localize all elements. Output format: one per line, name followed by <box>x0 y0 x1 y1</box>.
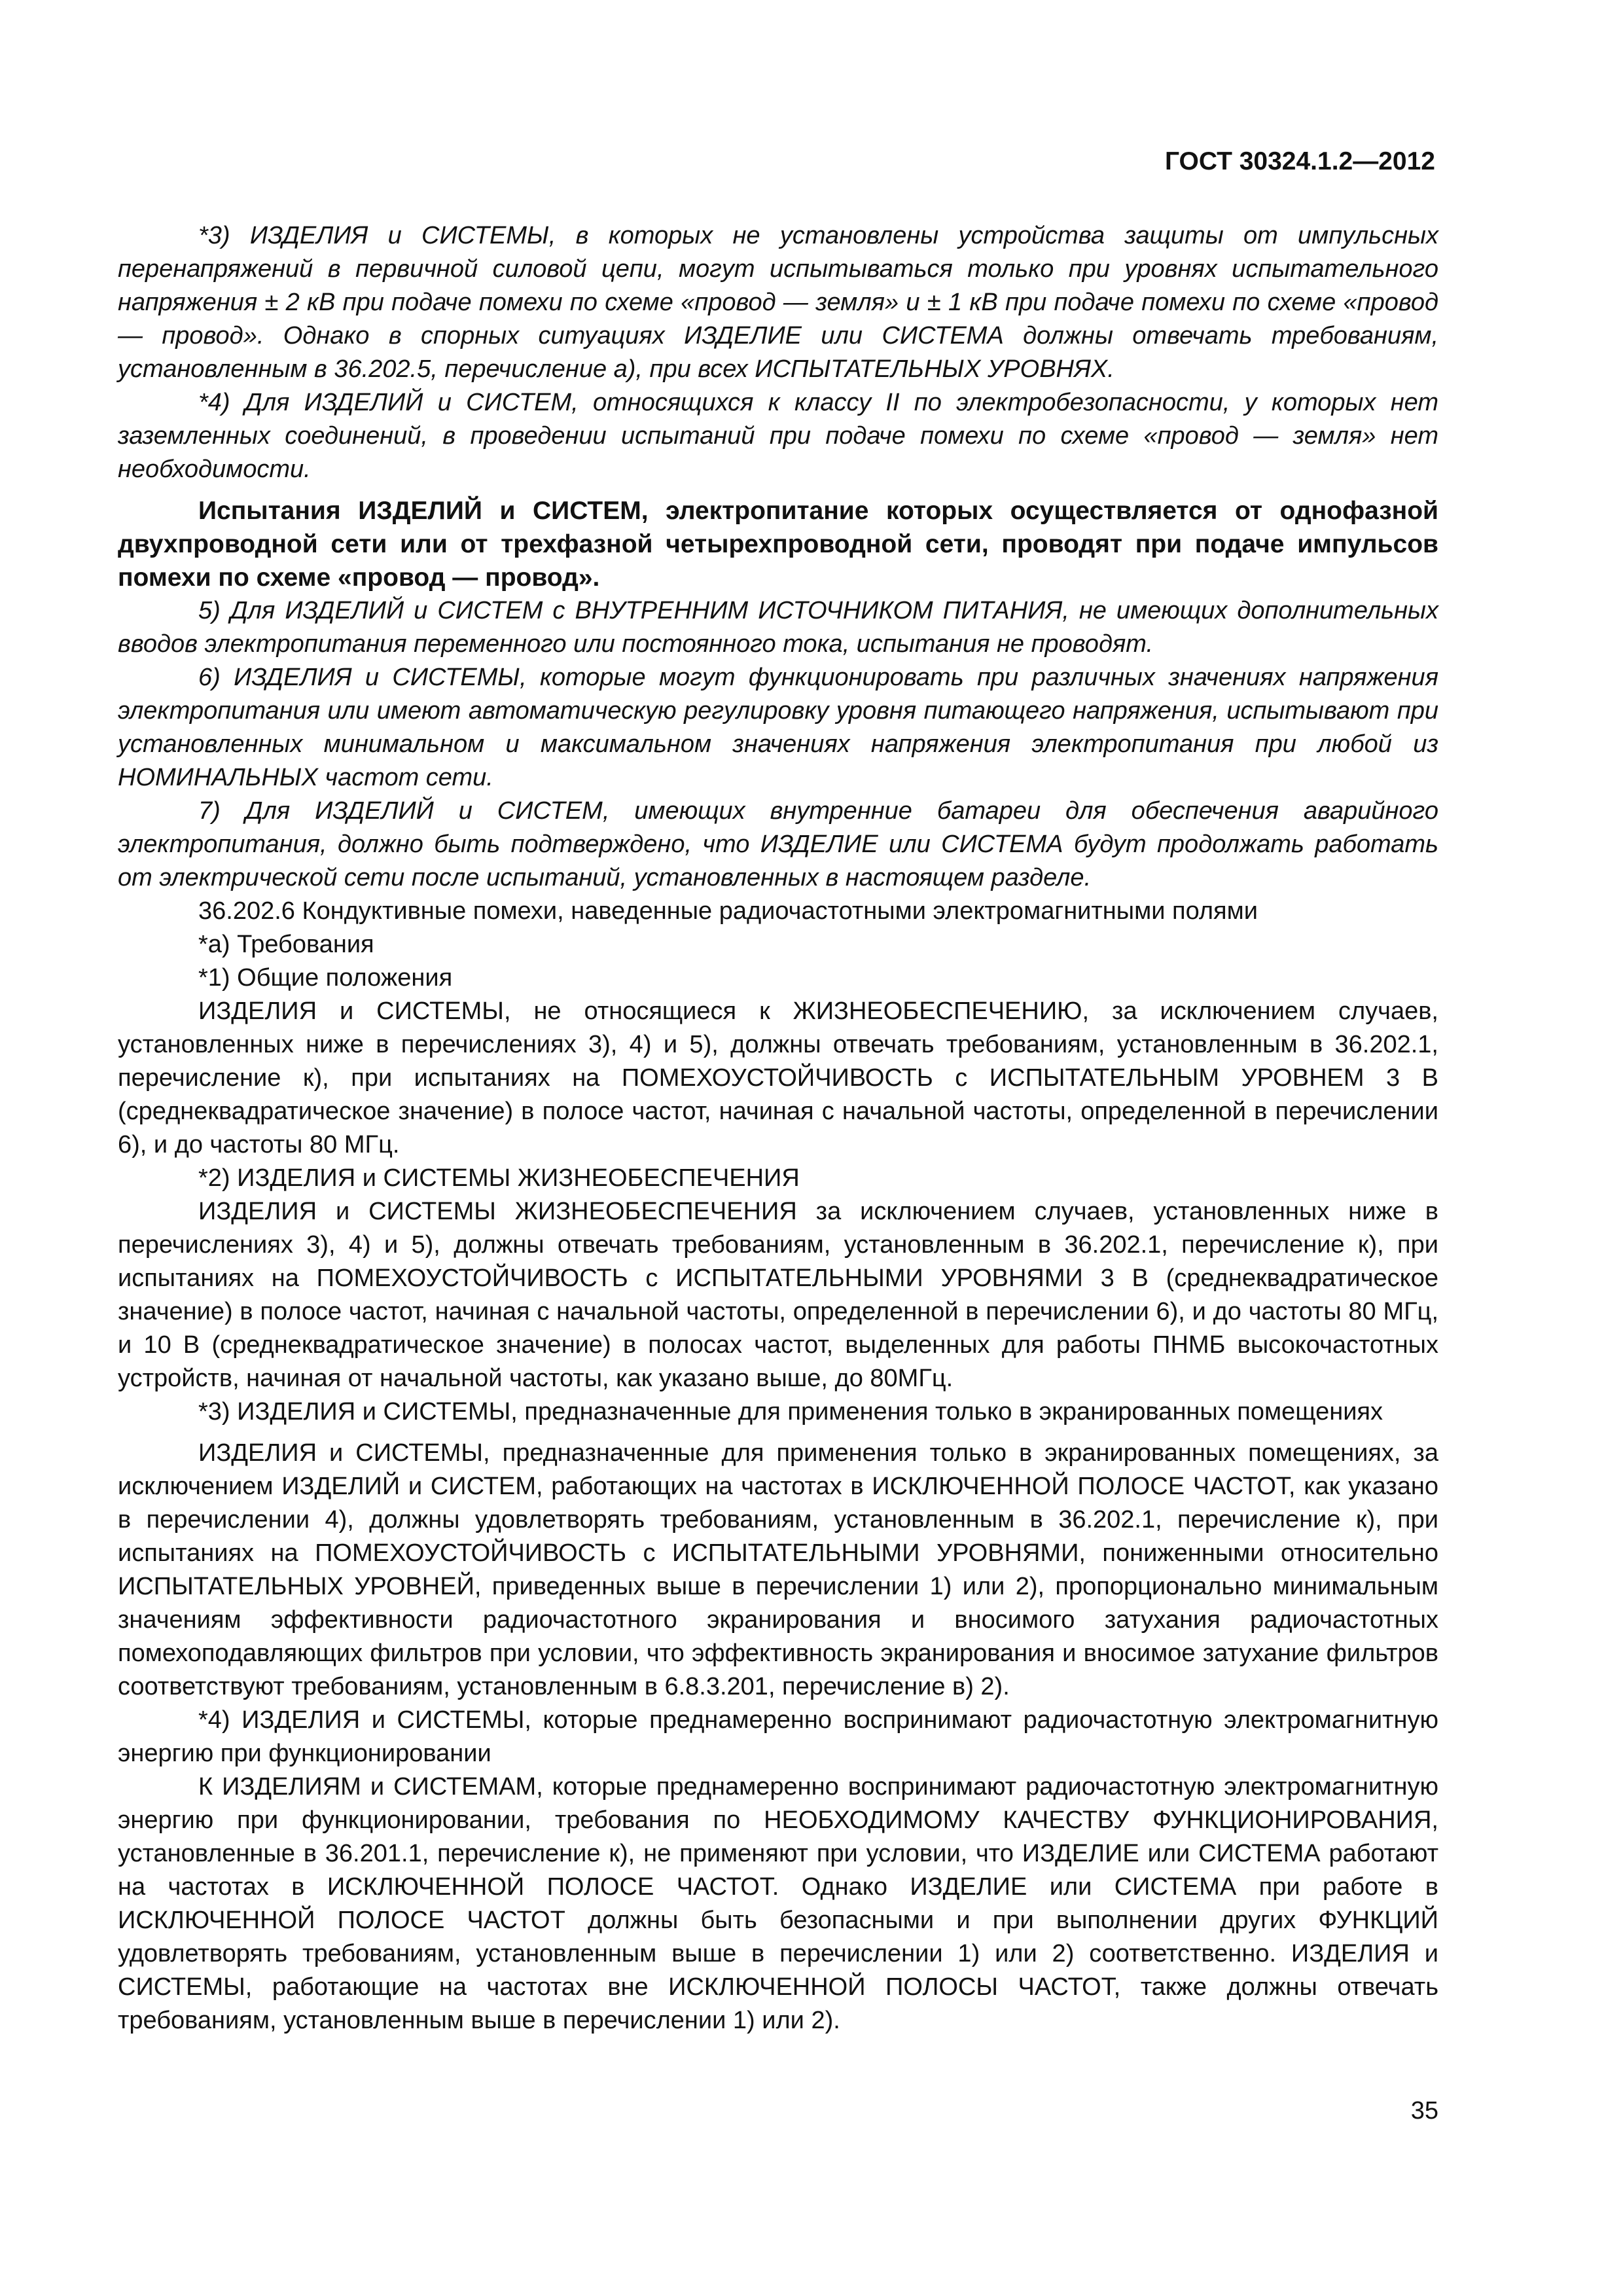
paragraph: ИЗДЕЛИЯ и СИСТЕМЫ ЖИЗНЕОБЕСПЕЧЕНИЯ за исключением случаев, установленных ниже в перечислениях 3), 4) и 5), должны отвечать требованиям, установленным в 36.202.1, перечисление к), при испытаниях на ПОМЕХОУСТОЙЧИВОСТЬ с ИСПЫТАТЕЛЬНЫМИ УРОВНЯМИ 3 В (среднеквадратическое значение) в полосе частот, начиная с начальной частоты, определенной в перечислении 6), и до частоты 80 МГц, и 10 В (среднеквадратическое значение) в полосах частот, выделенных для работы ПНМБ высокочастотных устройств, начиная от начальной частоты, как указано выше, до 80МГц. <box>118 1198 1438 1392</box>
paragraph: К ИЗДЕЛИЯМ и СИСТЕМАМ, которые преднамеренно воспринимают радиочастотную электромагнитную энергию при функционировании, требования по НЕОБХОДИМОМУ КАЧЕСТВУ ФУНКЦИОНИРОВАНИЯ, установленные в 36.201.1, перечисление к), не применяют при условии, что ИЗДЕЛИЕ или СИСТЕМА работают на частотах в ИСКЛЮЧЕННОЙ ПОЛОСЕ ЧАСТОТ. Однако ИЗДЕЛИЕ или СИСТЕМА при работе в ИСКЛЮЧЕННОЙ ПОЛОСЕ ЧАСТОТ должны быть безопасными и при выполнении других ФУНКЦИЙ удовлетворять требованиям, установленным выше в перечислении 1) или 2) соответственно. ИЗДЕЛИЯ и СИСТЕМЫ, работающие на частотах вне ИСКЛЮЧЕННОЙ ПОЛОСЫ ЧАСТОТ, также должны отвечать требованиям, установленным выше в перечислении 1) или 2). <box>118 1773 1438 2034</box>
paragraph: ИЗДЕЛИЯ и СИСТЕМЫ, не относящиеся к ЖИЗНЕОБЕСПЕЧЕНИЮ, за исключением случаев, установленных ниже в перечислениях 3), 4) и 5), должны отвечать требованиям, установленным в 36.202.1, перечисление к), при испытаниях на ПОМЕХОУСТОЙЧИВОСТЬ с ИСПЫТАТЕЛЬНЫМ УРОВНЕМ 3 В (среднеквадратическое значение) в полосе частот, начиная с начальной частоты, определенной в перечислении 6), и до частоты 80 МГц. <box>118 997 1438 1158</box>
page-number: 35 <box>1410 2097 1438 2125</box>
standard-header: ГОСТ 30324.1.2—2012 <box>1164 147 1435 175</box>
paragraph: 7) Для ИЗДЕЛИЙ и СИСТЕМ, имеющих внутренние батареи для обеспечения аварийного электропитания, должно быть подтверждено, что ИЗДЕЛИЕ или СИСТЕМА будут продолжать работать от электрической сети после испытаний, установленных в настоящем разделе. <box>118 797 1438 891</box>
subheading: *а) Требования <box>198 931 374 958</box>
paragraph: 5) Для ИЗДЕЛИЙ и СИСТЕМ с ВНУТРЕННИМ ИСТОЧНИКОМ ПИТАНИЯ, не имеющих дополнительных вводов электропитания переменного или постоянного тока, испытания не проводят. <box>118 597 1438 658</box>
paragraph-bold: Испытания ИЗДЕЛИЙ и СИСТЕМ, электропитание которых осуществляется от однофазной двухпроводной сети или от трехфазной четырехпроводной сети, проводят при подаче импульсов помехи по схеме «провод — провод». <box>118 497 1438 592</box>
body-text <box>118 219 1438 2037</box>
subheading: *2) ИЗДЕЛИЯ и СИСТЕМЫ ЖИЗНЕОБЕСПЕЧЕНИЯ <box>198 1164 800 1192</box>
subheading: *4) ИЗДЕЛИЯ и СИСТЕМЫ, которые преднамеренно воспринимают радиочастотную электромагнитную энергию при функционировании <box>118 1706 1438 1767</box>
paragraph: *3) ИЗДЕЛИЯ и СИСТЕМЫ, в которых не установлены устройства защиты от импульсных перенапряжений в первичной силовой цепи, могут испытываться только при уровнях испытательного напряжения ± 2 кВ при подаче помехи по схеме «провод — земля» и ± 1 кВ при подаче помехи по схеме «провод — провод». Однако в спорных ситуациях ИЗДЕЛИЕ или СИСТЕМА должны отвечать требованиям, установленным в 36.202.5, перечисление а), при всех ИСПЫТАТЕЛЬНЫХ УРОВНЯХ. <box>118 222 1438 383</box>
paragraph: ИЗДЕЛИЯ и СИСТЕМЫ, предназначенные для применения только в экранированных помещениях, за исключением ИЗДЕЛИЙ и СИСТЕМ, работающих на частотах в ИСКЛЮЧЕННОЙ ПОЛОСЕ ЧАСТОТ, как указано в перечислении 4), должны удовлетворять требованиям, установленным в 36.202.1, перечисление к), при испытаниях на ПОМЕХОУСТОЙЧИВОСТЬ с ИСПЫТАТЕЛЬНЫМИ УРОВНЯМИ, пониженными относительно ИСПЫТАТЕЛЬНЫХ УРОВНЕЙ, приведенных выше в перечислении 1) или 2), пропорционально минимальным значениям эффективности радиочастотного экранирования и вносимого затухания радиочастотных помехоподавляющих фильтров при условии, что эффективность экранирования и вносимое затухание фильтров соответствуют требованиям, установленным в 6.8.3.201, перечисление в) 2). <box>118 1439 1438 1700</box>
section-heading: 36.202.6 Кондуктивные помехи, наведенные радиочастотными электромагнитными полями <box>198 897 1258 925</box>
subheading: *1) Общие положения <box>198 964 453 992</box>
paragraph: 6) ИЗДЕЛИЯ и СИСТЕМЫ, которые могут функционировать при различных значениях напряжения электропитания или имеют автоматическую регулировку уровня питающего напряжения, испытывают при установленных минимальном и максимальном значениях напряжения электропитания при любой из НОМИНАЛЬНЫХ частот сети. <box>118 664 1438 791</box>
subheading: *3) ИЗДЕЛИЯ и СИСТЕМЫ, предназначенные для применения только в экранированных помещениях <box>198 1398 1383 1426</box>
paragraph: *4) Для ИЗДЕЛИЙ и СИСТЕМ, относящихся к классу II по электробезопасности, у которых нет заземленных соединений, в проведении испытаний при подаче помехи по схеме «провод — земля» нет необходимости. <box>118 389 1438 483</box>
